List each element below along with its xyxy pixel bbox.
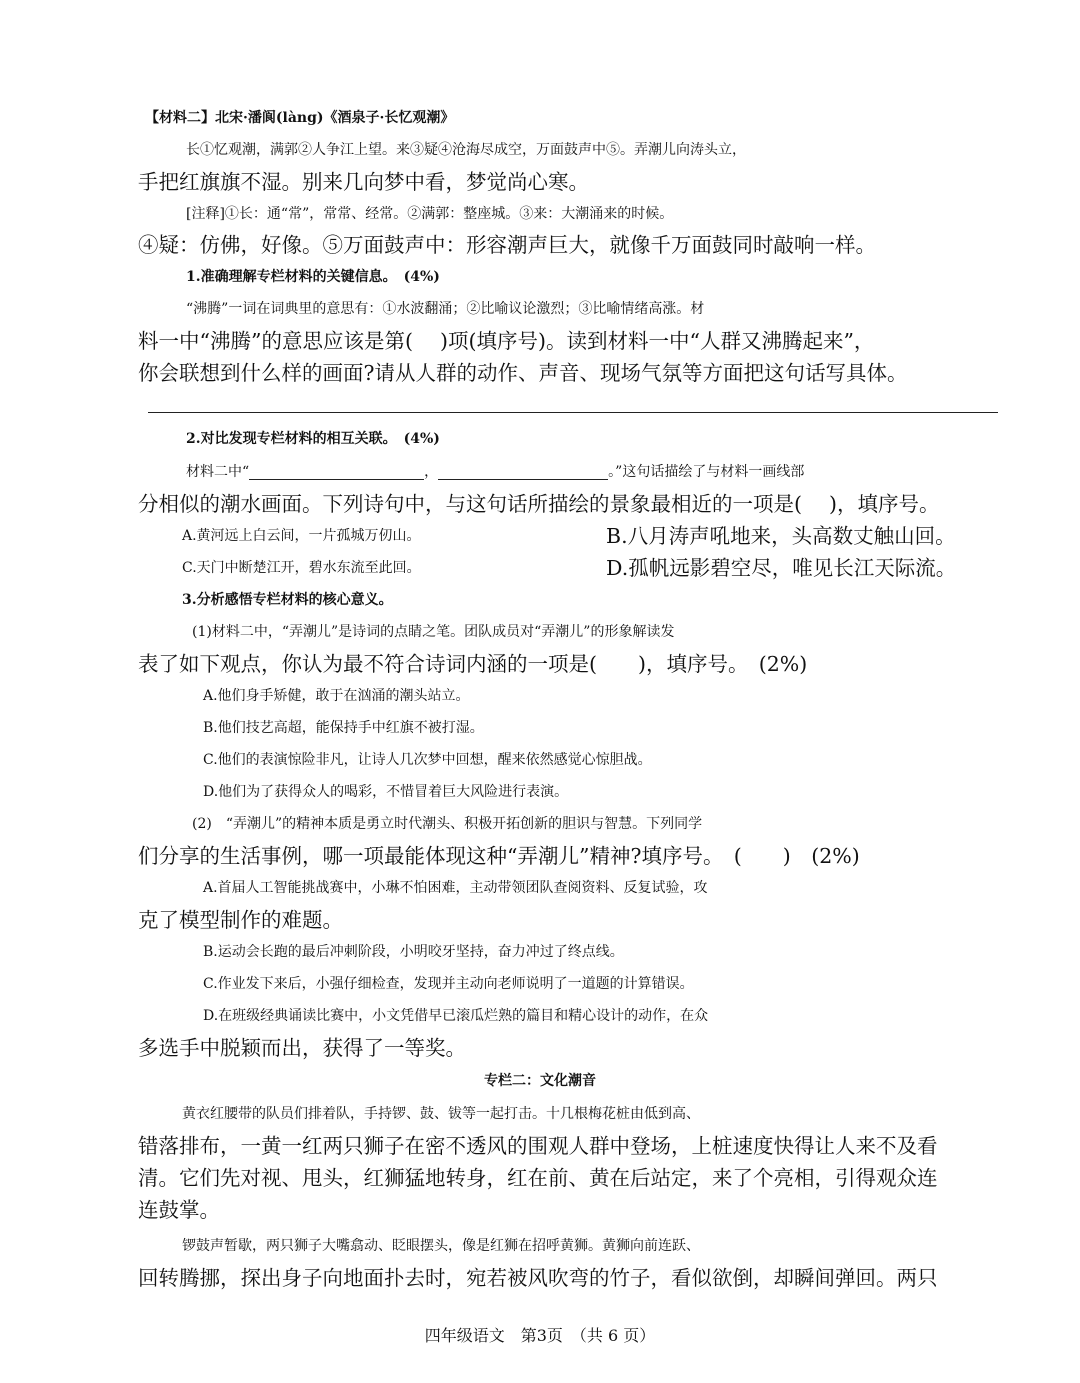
option-a: A.他们身手矫健，敢于在汹涌的潮头站立。 <box>203 688 470 704</box>
paragraph-line: 连鼓掌。 <box>138 1198 220 1222</box>
paragraph-line: 黄衣红腰带的队员们排着队，手持锣、鼓、钹等一起打击。十几根梅花桩由低到高、 <box>182 1106 700 1122</box>
question-text: (2) “弄潮儿”的精神本质是勇立时代潮头、积极开拓创新的胆识与智慧。下列同学 <box>192 816 703 832</box>
annotation-line: [注释]①长：通“常”，常常、经常。②满郭：整座城。③来：大潮涌来的时候。 <box>186 206 674 222</box>
option-d: D.在班级经典诵读比赛中，小文凭借早已滚瓜烂熟的篇目和精心设计的动作，在众 <box>203 1008 709 1024</box>
question-text: 料一中“沸腾”的意思应该是第( )项(填序号)。读到材料一中“人群又沸腾起来”， <box>138 329 875 353</box>
answer-line[interactable] <box>148 412 998 413</box>
question-text: 表了如下观点，你认为最不符合诗词内涵的一项是( )，填序号。 (2%) <box>138 652 808 676</box>
question-3-title: 3.分析感悟专栏材料的核心意义。 <box>182 592 393 608</box>
section-heading: 专栏二：文化潮音 <box>484 1073 596 1089</box>
question-1-title: 1.准确理解专栏材料的关键信息。 (4%) <box>186 269 440 285</box>
fill-blank[interactable] <box>249 457 424 480</box>
question-text <box>186 457 1080 487</box>
question-text: 你会联想到什么样的画面?请从人群的动作、声音、现场气氛等方面把这句话写具体。 <box>138 361 908 385</box>
paragraph-line: 错落排布，一黄一红两只狮子在密不透风的围观人群中登场，上桩速度快得让人来不及看 <box>138 1134 938 1158</box>
material2-title: 【材料二】北宋·潘阆(làng)《酒泉子·长忆观潮》 <box>145 110 455 126</box>
paragraph-line: 锣鼓声暂歇，两只狮子大嘴翕动、眨眼摆头，像是红狮在招呼黄狮。黄狮向前连跃、 <box>182 1238 700 1254</box>
question-text: (1)材料二中，“弄潮儿”是诗词的点睛之笔。团队成员对“弄潮儿”的形象解读发 <box>192 624 675 640</box>
question-text: “沸腾”一词在词典里的意思有：①水波翻涌；②比喻议论激烈；③比喻情绪高涨。材 <box>186 301 705 317</box>
poem-line: 长①忆观潮，满郭②人争江上望。来③疑④沧海尽成空，万面鼓声中⑤。弄潮儿向涛头立， <box>186 142 746 158</box>
option-d: D.他们为了获得众人的喝彩，不惜冒着巨大风险进行表演。 <box>203 784 569 800</box>
q2-comma: ， <box>424 464 439 480</box>
option-a: A.黄河远上白云间，一片孤城万仞山。 <box>182 528 421 544</box>
page-footer: 四年级语文 第3页 （共 6 页） <box>424 1326 656 1345</box>
option-c: C.作业发下来后，小强仔细检查，发现并主动向老师说明了一道题的计算错误。 <box>203 976 694 992</box>
question-text: 们分享的生活事例，哪一项最能体现这种“弄潮儿”精神?填序号。 ( ) (2%) <box>138 844 860 868</box>
option-a: 克了模型制作的难题。 <box>138 908 343 932</box>
poem-line: 手把红旗旗不湿。别来几向梦中看，梦觉尚心寒。 <box>138 170 589 194</box>
annotation-line: ④疑：仿佛，好像。⑤万面鼓声中：形容潮声巨大，就像千万面鼓同时敲响一样。 <box>138 233 876 257</box>
paragraph-line: 清。它们先对视、甩头，红狮猛地转身，红在前、黄在后站定，来了个亮相，引得观众连 <box>138 1166 938 1190</box>
q2-suffix: 。”这句话描绘了与材料一画线部 <box>608 464 805 480</box>
paragraph-line: 回转腾挪，探出身子向地面扑去时，宛若被风吹弯的竹子，看似欲倒，却瞬间弹回。两只 <box>138 1266 938 1290</box>
q2-prefix: 材料二中“ <box>186 464 250 480</box>
option-b: B.八月涛声吼地来，头高数丈触山回。 <box>606 524 956 548</box>
option-c: C.他们的表演惊险非凡，让诗人几次梦中回想，醒来依然感觉心惊胆战。 <box>203 752 652 768</box>
option-c: C.天门中断楚江开，碧水东流至此回。 <box>182 560 421 576</box>
option-d: 多选手中脱颖而出，获得了一等奖。 <box>138 1036 466 1060</box>
fill-blank[interactable] <box>438 457 608 480</box>
question-text: 分相似的潮水画面。下列诗句中，与这句话所描绘的景象最相近的一项是( )，填序号。 <box>138 492 940 516</box>
option-b: B.他们技艺高超，能保持手中红旗不被打湿。 <box>203 720 484 736</box>
option-a: A.首届人工智能挑战赛中，小琳不怕困难，主动带领团队查阅资料、反复试验，攻 <box>203 880 708 896</box>
question-2-title: 2.对比发现专栏材料的相互关联。 (4%) <box>186 431 440 447</box>
option-d: D.孤帆远影碧空尽，唯见长江天际流。 <box>606 556 957 580</box>
option-b: B.运动会长跑的最后冲刺阶段，小明咬牙坚持，奋力冲过了终点线。 <box>203 944 624 960</box>
